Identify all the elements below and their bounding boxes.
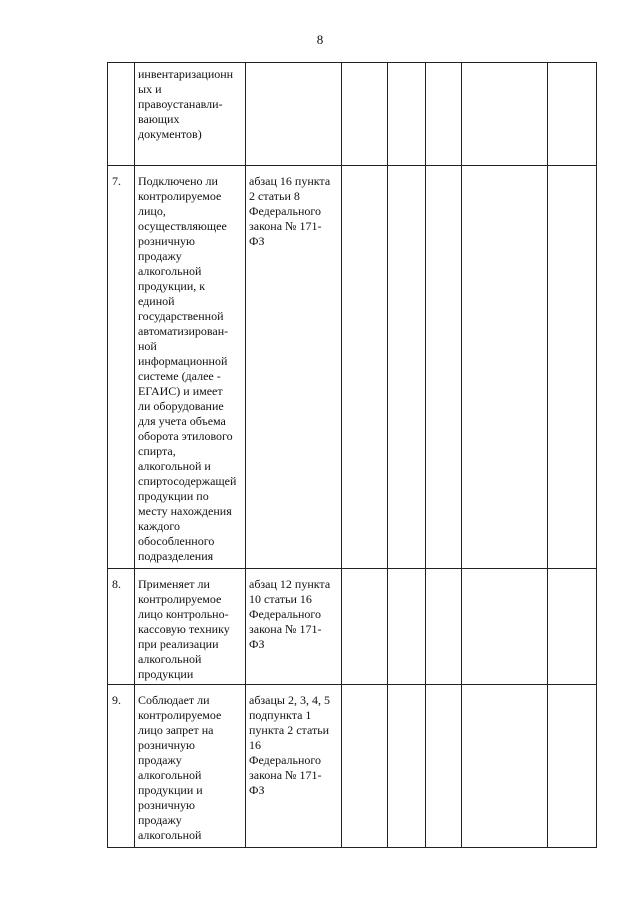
answer-cell — [426, 63, 462, 166]
reference-cell — [246, 685, 342, 848]
answer-cell — [388, 569, 426, 685]
answer-cell — [548, 166, 597, 569]
answer-cell — [388, 63, 426, 166]
answer-cell — [342, 166, 388, 569]
reference-text: абзац 12 пункта 10 статьи 16 Федерального закона № 171- ФЗ — [249, 577, 331, 651]
answer-cell — [462, 63, 548, 166]
table-row — [108, 685, 597, 848]
answer-cell — [388, 685, 426, 848]
question-text: Соблюдает ли контролируемое лицо запрет на розничную продажу алкогольной продукции и розничную продажу алкогольной — [138, 693, 222, 842]
answer-cell — [462, 569, 548, 685]
question-cell — [135, 63, 246, 166]
question-cell — [135, 569, 246, 685]
reference-text: абзац 16 пункта 2 статьи 8 Федерального закона № 171- ФЗ — [249, 174, 331, 248]
reference-cell — [246, 63, 342, 166]
question-cell — [135, 685, 246, 848]
page-number: 8 — [316, 32, 324, 47]
answer-cell — [426, 166, 462, 569]
answer-cell — [342, 63, 388, 166]
answer-cell — [426, 685, 462, 848]
question-text: инвентаризационн ых и правоустанавли- вающих документов) — [138, 67, 234, 141]
reference-cell — [246, 166, 342, 569]
question-text: Подключено ли контролируемое лицо, осуществляющее розничную продажу алкогольной продукции, к единой государственной автоматизирован- ной информационной системе (далее - ЕГАИС) и имеет ли оборудование для учета объема оборота этилового спирта, алкогольной и спиртосодержащей продукции по месту нахождения каждого обособленного подразделения — [138, 174, 237, 563]
checklist-table — [107, 62, 597, 848]
answer-cell — [342, 569, 388, 685]
reference-cell — [246, 569, 342, 685]
question-text: Применяет ли контролируемое лицо контрольно- кассовую технику при реализации алкогольной продукции — [138, 577, 230, 681]
answer-cell — [462, 685, 548, 848]
answer-cell — [426, 569, 462, 685]
reference-text: абзацы 2, 3, 4, 5 подпункта 1 пункта 2 статьи 16 Федерального закона № 171- ФЗ — [249, 693, 330, 797]
question-cell — [135, 166, 246, 569]
answer-cell — [462, 166, 548, 569]
row-number: 9. — [108, 685, 135, 848]
table-row — [108, 166, 597, 569]
table-row — [108, 63, 597, 166]
answer-cell — [388, 166, 426, 569]
answer-cell — [548, 63, 597, 166]
row-number: 8. — [108, 569, 135, 685]
table-row — [108, 569, 597, 685]
answer-cell — [342, 685, 388, 848]
row-number: 7. — [108, 166, 135, 569]
answer-cell — [548, 685, 597, 848]
answer-cell — [548, 569, 597, 685]
row-number — [108, 63, 135, 166]
